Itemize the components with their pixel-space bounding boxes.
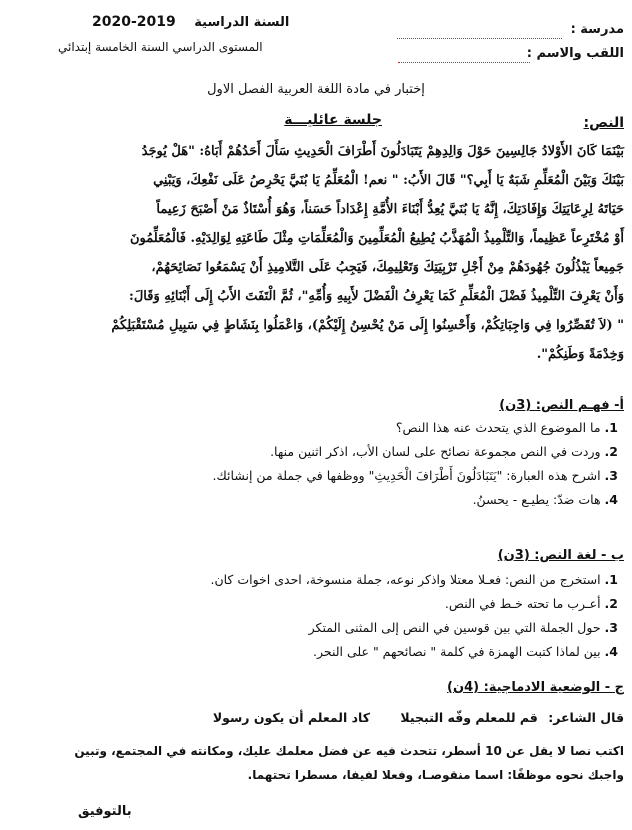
passage-line: بَيْنَكَ وَبَيْنَ الْمُعَلِّمِ شَبَهٌ يَا أَبِي؟" قَالَ الأَبُ: " نعم! الْمُعَلِّمُ يَا بُنَيَّ يَحْرِصُ عَلَى نَفْعِكَ، وَيَبْنِي	[153, 173, 624, 188]
year-label: السنة الدراسية	[194, 15, 290, 30]
passage-line: " (لاَ تُقَصِّرُوا فِي وَاجِبَاتِكُمْ، وَأَحْسِنُوا إِلَى مَنْ يُحْسِنُ إِلَيْكُمْ)، وَاعْمَلُوا بِنَشَاطٍ فِي سَبِيلِ مُسْتَقْبَلِكُمْ	[111, 318, 624, 333]
section-b-title: ب - لغة النص: (3ن)	[497, 548, 624, 563]
section-c-title: ج - الوضعية الادماجية: (4ن)	[447, 680, 624, 695]
level-line: المستوى الدراسي السنة الخامسة إبتدائي	[58, 40, 263, 54]
passage-line: وَخِدْمَةً وَطَنِكُمْ".	[536, 347, 624, 362]
text-title: جلسة عائليـــة	[284, 112, 382, 128]
school-year	[92, 14, 289, 30]
passage-line: حَيَاتَهُ لِرِعَايَتِكَ وَإِفَادَتِكَ، إِنَّهُ يَا بُنَيَّ يُعِدُّ أَبْنَاءَ الأُمَّةِ إِعْدَاداً حَسَناً، وَهُوَ أُسْتَاذٌ مَنْ أَصْبَحَ زَعِيماً	[156, 202, 624, 217]
task-line: اكتب نصا لا يقل عن 10 أسطر، تتحدث فيه عن فضل معلمك عليك، ومكانته في المجتمع، وتبين	[74, 744, 624, 758]
passage	[12, 137, 624, 369]
list-item: 4.بين لماذا كتبت الهمزة في كلمة " نصائحهم " على النحر.	[313, 644, 618, 659]
section-b-list	[18, 572, 618, 668]
poem-line	[213, 710, 624, 725]
passage-line: أَوْ مُخْتَرِعاً عَظِيماً، وَالتِّلْمِيذُ الْمُهَذَّبُ يُطِيعُ الْمُعَلِّمِينَ وَالْمُعَلِّمَاتِ مِثْلَ طَاعَتِهِ لِوَالِدَيْهِ. فَالْمُعَلِّمُونَ	[130, 231, 624, 246]
section-a-title: أ- فهـم النص: (3ن)	[499, 398, 624, 413]
list-item: 4.هات ضدّ: يطيـع - يحسنُ.	[472, 492, 618, 507]
passage-line: بَيْنَمَا كَانَ الأَوْلادُ جَالِسِينَ حَوْلَ وَالِدِهِمْ يَتَبَادَلُونَ أَطْرَافَ الْحَدِيثِ سَأَلَ أَحَدُهُمْ أَبَاهُ: "هَلْ يُوجَدُ	[141, 144, 624, 159]
footer-good-luck: بالتوفيق	[78, 804, 132, 819]
list-item: 2.وردت في النص مجموعة نصائح على لسان الأب، اذكر اثنين منها.	[270, 444, 618, 459]
verse-2: كاد المعلم أن يكون رسولا	[212, 710, 370, 725]
name-label: اللقب والاسم :	[526, 46, 624, 61]
year-value: 2020-2019	[92, 14, 176, 30]
passage-line: وَأَنْ يَعْرِفَ التِّلْمِيذُ فَضْلَ الْمُعَلِّمِ كَمَا يَعْرِفُ الْفَضْلَ لأَبِيهِ وَأُمِّهِ"، ثُمَّ الْتَفَتَ الأَبُ إِلَى أَبْنَائِهِ وَقَالَ:	[129, 289, 624, 304]
list-item: 1.استخرج من النص: فعـلا معتلا واذكر نوعه، جملة منسوخة، احدى اخوات كان.	[210, 572, 618, 587]
name-field-line[interactable]	[398, 62, 530, 63]
task-line: واجبك نحوه موظفًا: اسما منقوصـا، وفعلا لفيفا، مسطرا تحتهما.	[247, 768, 624, 782]
school-field-line[interactable]	[397, 38, 562, 39]
list-item: 2.أعـرب ما تحته خـط في النص.	[444, 596, 618, 611]
passage-line: جَمِيعاً يَبْذُلُونَ جُهُودَهُمْ مِنْ أَجْلِ تَرْبِيَتِكَ وَتَعْلِيمِكَ، فَيَجِبُ عَلَى التَّلامِيذِ أَنْ يَسْمَعُوا نَصَائِحَهُمْ،	[151, 260, 624, 275]
list-item: 1.ما الموضوع الذي يتحدث عنه هذا النص؟	[395, 420, 618, 435]
poet-label: قال الشاعر:	[548, 710, 624, 725]
list-item: 3.حول الجملة التي بين قوسين في النص إلى المثنى المتكر	[308, 620, 618, 635]
list-item: 3.اشرح هذه العبارة: "يَتَبَادَلُونَ أَطْرَافَ الْحَدِيثِ" ووظفها في جملة من إنشائك.	[212, 468, 618, 483]
section-a-list	[18, 420, 618, 516]
school-label: مدرسة :	[570, 22, 624, 37]
exam-title: إختبار في مادة اللغة العربية الفصل الاول	[207, 82, 425, 97]
verse-1: قم للمعلم وفّه التبجيلا	[400, 710, 538, 725]
text-label: النص:	[583, 115, 624, 131]
